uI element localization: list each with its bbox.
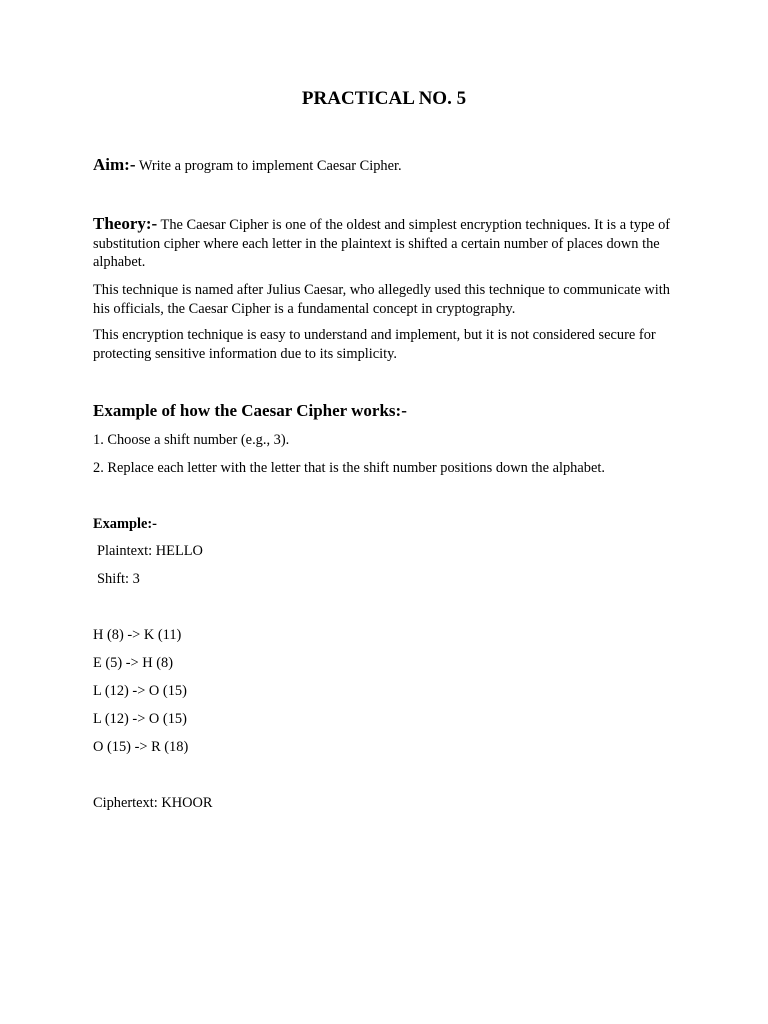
ciphertext-line: Ciphertext: KHOOR (93, 795, 213, 811)
aim-paragraph (93, 156, 673, 176)
mapping-line: L (12) -> O (15) (93, 711, 187, 727)
theory-label: Theory:- (93, 214, 158, 233)
shift-line: Shift: 3 (97, 571, 140, 587)
mapping-line: O (15) -> R (18) (93, 739, 189, 755)
mapping-line: E (5) -> H (8) (93, 655, 174, 671)
theory-paragraph-1 (93, 215, 673, 272)
theory-paragraph-3: This encryption technique is easy to understand and implement, but it is not considered secure for protecting sensitive information due to its simplicity. (93, 327, 656, 362)
mapping-line: H (8) -> K (11) (93, 627, 182, 643)
step-2: 2. Replace each letter with the letter that is the shift number positions down the alphabet. (93, 460, 605, 476)
aim-label: Aim:- (93, 155, 136, 174)
aim-text: Write a program to implement Caesar Cipher. (135, 158, 402, 174)
theory-text-1: The Caesar Cipher is one of the oldest and simplest encryption techniques. It is a type of substitution cipher where each letter in the plaintext is shifted a certain number of places down the alphabet. (93, 217, 671, 270)
plaintext-line: Plaintext: HELLO (97, 543, 203, 559)
mapping-line: L (12) -> O (15) (93, 683, 187, 699)
step-1: 1. Choose a shift number (e.g., 3). (93, 432, 290, 448)
example-label: Example:- (93, 516, 157, 532)
theory-paragraph-2: This technique is named after Julius Caesar, who allegedly used this technique to communicate with his officials, the Caesar Cipher is a fundamental concept in cryptography. (93, 282, 670, 317)
example-heading: Example of how the Caesar Cipher works:- (93, 401, 407, 420)
page-title: PRACTICAL NO. 5 (301, 88, 467, 109)
